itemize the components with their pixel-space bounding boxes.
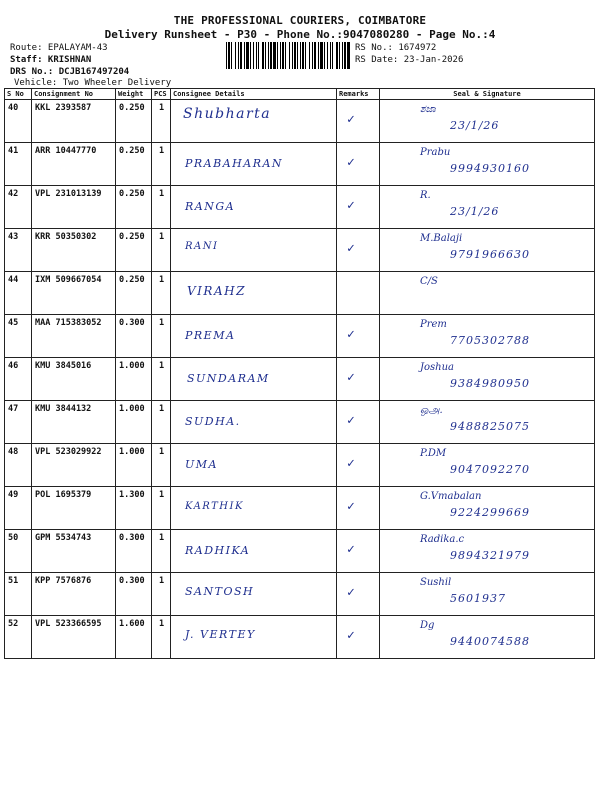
row-signature: [380, 401, 595, 444]
row-weight: 1.000: [116, 358, 152, 401]
row-signature: [380, 358, 595, 401]
row-signature: [380, 100, 595, 143]
row-consignment-no: VPL 231013139: [32, 186, 116, 229]
table-row: [5, 573, 595, 616]
row-consignment-no: MAA 715383052: [32, 315, 116, 358]
tick-mark: ✓: [347, 155, 355, 170]
row-sno: 44: [5, 272, 32, 315]
consignee-name: KARTHIK: [185, 501, 244, 512]
consignee-name: PRABAHARAN: [185, 157, 284, 170]
signature-phone: 9440074588: [450, 635, 530, 648]
row-sno: 47: [5, 401, 32, 444]
barcode-bar: [300, 42, 301, 69]
signature-name: C/S: [420, 276, 438, 287]
tick-mark: ✓: [347, 585, 355, 600]
barcode-bar: [262, 42, 264, 69]
row-remarks: [337, 573, 380, 616]
signature-phone: 9994930160: [450, 162, 530, 175]
barcode-bar: [253, 42, 254, 69]
signature-name: M.Balaji: [420, 233, 463, 244]
barcode-bar: [330, 42, 331, 69]
barcode-bar: [302, 42, 304, 69]
row-pcs: 1: [152, 272, 171, 315]
consignee-name: PREMA: [185, 329, 236, 342]
consignee-name: UMA: [185, 458, 218, 471]
row-remarks: [337, 358, 380, 401]
table-row: [5, 487, 595, 530]
col-weight: Weight: [116, 89, 152, 100]
row-consignee: [171, 186, 337, 229]
signature-phone: 5601937: [450, 592, 506, 605]
row-pcs: 1: [152, 100, 171, 143]
rs-date: RS Date: 23-Jan-2026: [355, 55, 464, 65]
tick-mark: ✓: [347, 370, 355, 385]
col-sno: S No: [5, 89, 32, 100]
row-weight: 0.250: [116, 100, 152, 143]
row-consignment-no: KRR 50350302: [32, 229, 116, 272]
row-weight: 0.300: [116, 315, 152, 358]
runsheet-table: [4, 88, 595, 659]
barcode-bar: [250, 42, 251, 69]
row-signature: [380, 186, 595, 229]
table-row: [5, 229, 595, 272]
row-pcs: 1: [152, 358, 171, 401]
row-sno: 43: [5, 229, 32, 272]
barcode-bar: [318, 42, 319, 69]
barcode-bar: [240, 42, 242, 69]
row-pcs: 1: [152, 315, 171, 358]
table-row: [5, 530, 595, 573]
row-weight: 1.000: [116, 401, 152, 444]
barcode-bar: [309, 42, 310, 69]
barcode-bar: [277, 42, 278, 69]
row-consignment-no: IXM 509667054: [32, 272, 116, 315]
row-consignee: [171, 487, 337, 530]
signature-name: Joshua: [420, 362, 455, 373]
signature-name: R.: [420, 190, 431, 201]
row-pcs: 1: [152, 487, 171, 530]
row-remarks: [337, 530, 380, 573]
tick-mark: ✓: [347, 628, 355, 643]
row-consignment-no: KPP 7576876: [32, 573, 116, 616]
col-pcs: PCS: [152, 89, 171, 100]
col-consignee: Consignee Details: [171, 89, 337, 100]
row-remarks: [337, 616, 380, 659]
row-pcs: 1: [152, 143, 171, 186]
row-pcs: 1: [152, 573, 171, 616]
barcode-image: [226, 42, 350, 69]
row-consignee: [171, 401, 337, 444]
barcode-bar: [231, 42, 232, 69]
barcode-bar: [228, 42, 230, 69]
row-consignee: [171, 229, 337, 272]
tick-mark: ✓: [347, 112, 355, 127]
barcode-bar: [339, 42, 340, 69]
tick-mark: ✓: [347, 327, 355, 342]
barcode-bar: [327, 42, 328, 69]
signature-phone: 23/1/26: [450, 205, 500, 218]
row-remarks: [337, 487, 380, 530]
table-row: [5, 100, 595, 143]
table-header-row: [5, 89, 595, 100]
row-consignee: [171, 573, 337, 616]
barcode-bar: [342, 42, 343, 69]
barcode-bar: [270, 42, 272, 69]
row-signature: [380, 487, 595, 530]
drs-number: DRS No.: DCJB167497204: [10, 67, 130, 77]
row-signature: [380, 444, 595, 487]
row-weight: 0.250: [116, 186, 152, 229]
barcode-bar: [297, 42, 298, 69]
row-weight: 0.300: [116, 573, 152, 616]
row-weight: 0.300: [116, 530, 152, 573]
col-signature: Seal & Signature: [380, 89, 595, 100]
row-consignee: [171, 616, 337, 659]
signature-name: Prabu: [420, 147, 451, 158]
consignee-name: J. VERTEY: [185, 628, 256, 641]
table-row: [5, 315, 595, 358]
barcode-bar: [256, 42, 257, 69]
row-weight: 0.250: [116, 143, 152, 186]
row-weight: 1.300: [116, 487, 152, 530]
col-remarks: Remarks: [337, 89, 380, 100]
barcode-bar: [294, 42, 296, 69]
tick-mark: ✓: [347, 241, 355, 256]
signature-name: Sushil: [420, 577, 452, 588]
barcode-bar: [238, 42, 239, 69]
signature-phone: 9791966630: [450, 248, 530, 261]
row-remarks: [337, 186, 380, 229]
row-pcs: 1: [152, 401, 171, 444]
route-label: Route: EPALAYAM-43: [10, 43, 108, 53]
signature-name: G.Vmabalan: [420, 491, 482, 502]
barcode-bar: [268, 42, 269, 69]
signature-phone: 9224299669: [450, 506, 530, 519]
signature-name: ಶಜಾ: [420, 104, 436, 115]
signature-phone: 9384980950: [450, 377, 530, 390]
row-consignee: [171, 143, 337, 186]
signature-phone: 9488825075: [450, 420, 530, 433]
row-signature: [380, 616, 595, 659]
barcode-bar: [312, 42, 313, 69]
table-row: [5, 444, 595, 487]
tick-mark: ✓: [347, 456, 355, 471]
row-remarks: [337, 315, 380, 358]
barcode-bar: [289, 42, 290, 69]
barcode-bar: [235, 42, 236, 69]
row-signature: [380, 530, 595, 573]
col-consignment: Consignment No: [32, 89, 116, 100]
row-sno: 45: [5, 315, 32, 358]
rs-number: RS No.: 1674972: [355, 43, 437, 53]
barcode-bar: [305, 42, 306, 69]
barcode-bar: [258, 42, 259, 69]
row-consignee: [171, 100, 337, 143]
table-row: [5, 186, 595, 229]
row-remarks: [337, 272, 380, 315]
row-consignment-no: POL 1695379: [32, 487, 116, 530]
consignee-name: SANTOSH: [185, 585, 255, 598]
consignee-name: Shubharta: [183, 106, 272, 122]
table-row: [5, 143, 595, 186]
barcode-bar: [347, 42, 350, 69]
barcode-bar: [344, 42, 346, 69]
table-row: [5, 358, 595, 401]
signature-phone: 23/1/26: [450, 119, 500, 132]
row-consignee: [171, 272, 337, 315]
row-remarks: [337, 444, 380, 487]
table-row: [5, 272, 595, 315]
vehicle-label: Vehicle: Two Wheeler Delivery: [14, 78, 172, 88]
row-sno: 48: [5, 444, 32, 487]
barcode-bar: [244, 42, 245, 69]
row-weight: 0.250: [116, 272, 152, 315]
row-pcs: 1: [152, 229, 171, 272]
row-sno: 41: [5, 143, 32, 186]
row-signature: [380, 573, 595, 616]
row-weight: 1.000: [116, 444, 152, 487]
row-consignment-no: VPL 523029922: [32, 444, 116, 487]
barcode-bar: [332, 42, 333, 69]
row-weight: 0.250: [116, 229, 152, 272]
row-sno: 49: [5, 487, 32, 530]
barcode-bar: [314, 42, 316, 69]
staff-label: Staff: KRISHNAN: [10, 55, 92, 65]
tick-mark: ✓: [347, 413, 355, 428]
signature-phone: 7705302788: [450, 334, 530, 347]
row-sno: 52: [5, 616, 32, 659]
row-consignment-no: VPL 523366595: [32, 616, 116, 659]
row-sno: 40: [5, 100, 32, 143]
row-consignment-no: ARR 10447770: [32, 143, 116, 186]
barcode-bar: [280, 42, 281, 69]
row-sno: 46: [5, 358, 32, 401]
consignee-name: VIRAHZ: [187, 284, 246, 298]
table-row: [5, 616, 595, 659]
row-consignee: [171, 358, 337, 401]
barcode-bar: [292, 42, 293, 69]
row-pcs: 1: [152, 186, 171, 229]
signature-phone: 9894321979: [450, 549, 530, 562]
signature-name: Radika.c: [420, 534, 465, 545]
signature-name: ஒஅ.: [420, 405, 443, 416]
signature-name: Prem: [420, 319, 447, 330]
row-sno: 42: [5, 186, 32, 229]
row-signature: [380, 272, 595, 315]
barcode-bar: [324, 42, 325, 69]
barcode-bar: [336, 42, 338, 69]
row-consignment-no: GPM 5534743: [32, 530, 116, 573]
runsheet-subtitle: Delivery Runsheet - P30 - Phone No.:9047080280 - Page No.:4: [104, 28, 496, 41]
company-title: THE PROFESSIONAL COURIERS, COIMBATORE: [173, 14, 427, 27]
row-consignee: [171, 315, 337, 358]
signature-phone: 9047092270: [450, 463, 530, 476]
row-signature: [380, 143, 595, 186]
tick-mark: ✓: [347, 542, 355, 557]
row-signature: [380, 229, 595, 272]
row-pcs: 1: [152, 530, 171, 573]
row-remarks: [337, 401, 380, 444]
barcode-bar: [282, 42, 284, 69]
row-signature: [380, 315, 595, 358]
signature-name: Dg: [420, 620, 435, 631]
consignee-name: SUDHA.: [185, 415, 241, 428]
row-consignee: [171, 530, 337, 573]
row-sno: 51: [5, 573, 32, 616]
row-consignment-no: KKL 2393587: [32, 100, 116, 143]
consignee-name: RADHIKA: [185, 544, 251, 557]
consignee-name: SUNDARAM: [187, 372, 270, 385]
row-consignee: [171, 444, 337, 487]
barcode-bar: [246, 42, 249, 69]
consignee-name: RANGA: [185, 200, 236, 213]
barcode-bar: [226, 42, 227, 69]
row-weight: 1.600: [116, 616, 152, 659]
barcode-bar: [265, 42, 266, 69]
barcode-bar: [273, 42, 276, 69]
signature-name: P.DM: [420, 448, 447, 459]
table-row: [5, 401, 595, 444]
row-consignment-no: KMU 3845016: [32, 358, 116, 401]
row-sno: 50: [5, 530, 32, 573]
barcode-bar: [285, 42, 286, 69]
row-pcs: 1: [152, 444, 171, 487]
row-remarks: [337, 229, 380, 272]
barcode-bar: [320, 42, 323, 69]
consignee-name: RANI: [185, 241, 219, 252]
row-consignment-no: KMU 3844132: [32, 401, 116, 444]
row-remarks: [337, 143, 380, 186]
tick-mark: ✓: [347, 499, 355, 514]
row-remarks: [337, 100, 380, 143]
row-pcs: 1: [152, 616, 171, 659]
tick-mark: ✓: [347, 198, 355, 213]
